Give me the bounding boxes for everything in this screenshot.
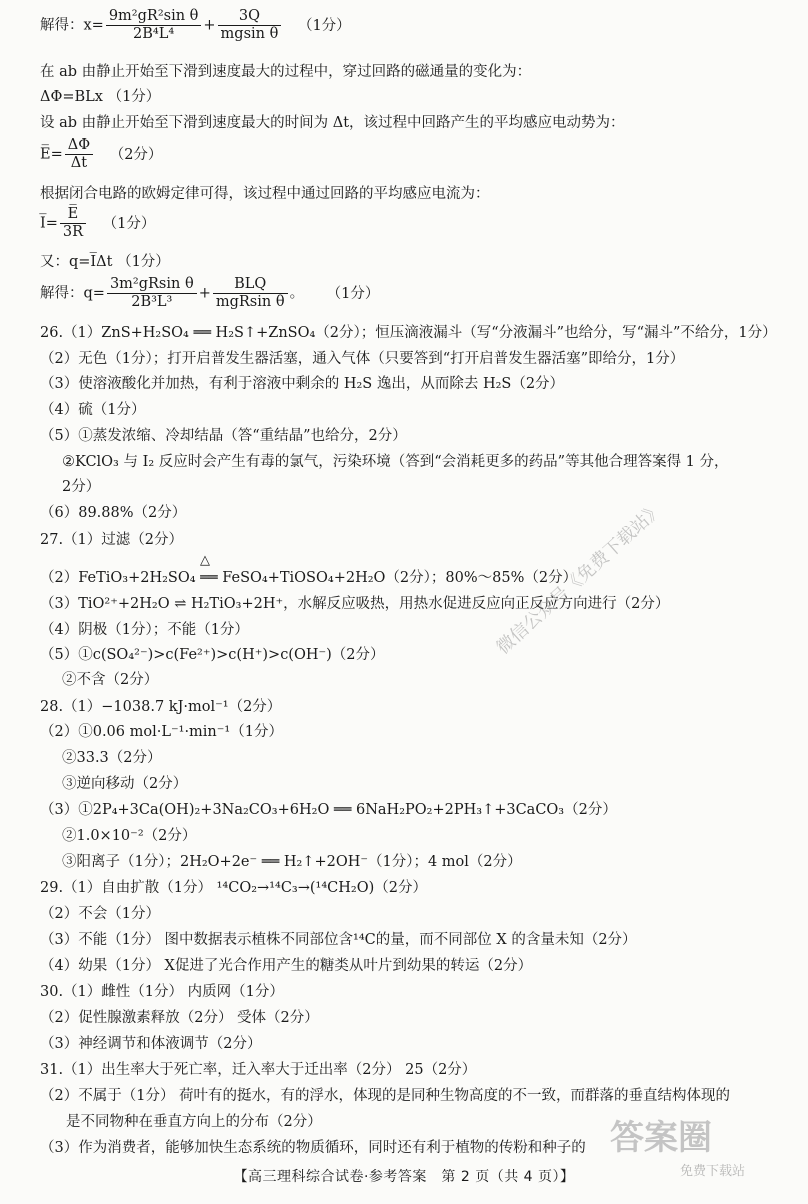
score-label: （1分） bbox=[102, 215, 156, 232]
current-lhs: I̅= bbox=[40, 215, 58, 232]
q30-line-2: （2）促性腺激素释放（2分） 受体（2分） bbox=[40, 1010, 319, 1026]
q28-line-6: ②1.0×10⁻²（2分） bbox=[62, 828, 197, 844]
q28-line-1: 28.（1）−1038.7 kJ·mol⁻¹（2分） bbox=[40, 699, 282, 715]
fraction-3-num: 3m²gRsin θ bbox=[107, 276, 197, 294]
q28-line-3: ②33.3（2分） bbox=[62, 750, 162, 766]
q30-line-3: （3）神经调节和体液调节（2分） bbox=[40, 1036, 262, 1052]
solve-q-line bbox=[40, 276, 379, 311]
q28-line-5: （3）①2P₄+3Ca(OH)₂+3Na₂CO₃+6H₂O ══ 6NaH₂PO₂+2PH₃↑+3CaCO₃（2分） bbox=[40, 802, 617, 818]
fraction-1-num: 9m²gR²sin θ bbox=[106, 8, 202, 26]
fraction-1-den: 2B⁴L⁴ bbox=[133, 26, 175, 42]
solve-x-prefix: 解得：x= bbox=[40, 17, 104, 34]
fraction-current bbox=[60, 206, 86, 241]
plus-sign: + bbox=[203, 17, 216, 34]
q28-line-2: （2）①0.06 mol·L⁻¹·min⁻¹（1分） bbox=[40, 724, 283, 740]
q31-line-4: （3）作为消费者，能够加快生态系统的物质循环，同时还有利于植物的传粉和种子的 bbox=[40, 1140, 586, 1156]
text-line: 又：q=I̅Δt （1分） bbox=[40, 254, 170, 270]
q31-line-2: （2）不属于（1分） 荷叶有的挺水，有的浮水，体现的是同种生物高度的不一致，而群落的垂直结构体现的 bbox=[40, 1088, 731, 1104]
q26-line-5: （5）①蒸发浓缩、冷却结晶（答“重结晶”也给分，2分） bbox=[40, 428, 407, 444]
q31-line-3: 是不同物种在垂直方向上的分布（2分） bbox=[66, 1114, 322, 1130]
q26-line-2: （2）无色（1分）；打开启普发生器活塞，通入气体（只要答到“打开启普发生器活塞”即给分，1分） bbox=[40, 351, 685, 367]
q29-line-4: （4）幼果（1分） X促进了光合作用产生的糖类从叶片到幼果的转运（2分） bbox=[40, 958, 533, 974]
watermark-logo: 答案圈 bbox=[610, 1118, 712, 1158]
fraction-emf-den: Δt bbox=[70, 155, 88, 171]
q28-line-7: ③阳离子（1分）；2H₂O+2e⁻ ══ H₂↑+2OH⁻（1分）；4 mol（2分） bbox=[62, 854, 522, 870]
fraction-3-den: 2B³L³ bbox=[131, 294, 173, 310]
q27-line-5: （5）①c(SO₄²⁻)>c(Fe²⁺)>c(H⁺)>c(OH⁻)（2分） bbox=[40, 647, 385, 663]
score-label: （1分） bbox=[297, 17, 351, 34]
text-line: 根据闭合电路的欧姆定律可得，该过程中通过回路的平均感应电流为： bbox=[40, 186, 490, 202]
heat-symbol: △ bbox=[200, 553, 210, 568]
q26-line-7: 2分） bbox=[62, 479, 101, 495]
q28-line-4: ③逆向移动（2分） bbox=[62, 776, 188, 792]
q26-line-8: （6）89.88%（2分） bbox=[40, 505, 187, 521]
q30-line-1: 30.（1）雌性（1分） 内质网（1分） bbox=[40, 984, 284, 1000]
text-line: 在 ab 由静止开始至下滑到速度最大的过程中，穿过回路的磁通量的变化为： bbox=[40, 64, 532, 80]
score-label: （1分） bbox=[326, 285, 380, 302]
fraction-1 bbox=[106, 8, 202, 43]
q26-line-4: （4）硫（1分） bbox=[40, 402, 146, 418]
period: 。 bbox=[289, 285, 305, 302]
fraction-current-num: E̅ bbox=[60, 206, 86, 224]
fraction-4-den: mgRsin θ bbox=[215, 294, 285, 310]
fraction-emf-num: ΔΦ bbox=[65, 137, 93, 155]
watermark-diagonal: 微信公众号《免费下载站》 bbox=[492, 498, 668, 659]
page-footer: 【高三理科综合试卷·参考答案 第 2 页（共 4 页）】 bbox=[233, 1169, 575, 1185]
emf-lhs: E̅= bbox=[40, 146, 63, 163]
text-line: 设 ab 由静止开始至下滑到速度最大的时间为 Δt，该过程中回路产生的平均感应电动势为： bbox=[40, 115, 625, 131]
q27-line-2: （2）FeTiO₃+2H₂SO₄ ══ FeSO₄+TiOSO₄+2H₂O（2分）；80%～85%（2分） bbox=[40, 570, 578, 586]
q26-line-3: （3）使溶液酸化并加热，有利于溶液中剩余的 H₂S 逸出，从而除去 H₂S（2分） bbox=[40, 376, 565, 392]
q27-line-1: 27.（1）过滤（2分） bbox=[40, 532, 184, 548]
solve-q-prefix: 解得：q= bbox=[40, 285, 105, 302]
q27-line-4: （4）阴极（1分）；不能（1分） bbox=[40, 622, 249, 638]
fraction-4 bbox=[213, 276, 288, 311]
q27-line-6: ②不含（2分） bbox=[62, 672, 159, 688]
score-label: （2分） bbox=[109, 146, 163, 163]
emf-line bbox=[40, 137, 162, 172]
fraction-2 bbox=[218, 8, 282, 43]
q29-line-2: （2）不会（1分） bbox=[40, 906, 160, 922]
plus-sign: + bbox=[198, 285, 211, 302]
fraction-current-den: 3R bbox=[62, 224, 84, 240]
fraction-2-den: mgsin θ bbox=[220, 26, 279, 42]
fraction-3 bbox=[107, 276, 197, 311]
q26-line-6: ②KClO₃ 与 I₂ 反应时会产生有毒的氯气，污染环境（答到“会消耗更多的药品”等其他合理答案得 1 分， bbox=[62, 454, 729, 470]
q26-line-1: 26.（1）ZnS+H₂SO₄ ══ H₂S↑+ZnSO₄（2分）；恒压滴液漏斗（写“分液漏斗”也给分，写“漏斗”不给分，1分） bbox=[40, 325, 777, 341]
text-line: ΔΦ=BLx （1分） bbox=[40, 89, 161, 105]
q27-line-3: （3）TiO²⁺+2H₂O ⇌ H₂TiO₃+2H⁺，水解反应吸热，用热水促进反应向正反应方向进行（2分） bbox=[40, 596, 670, 612]
q29-line-1: 29.（1）自由扩散（1分） ¹⁴CO₂→¹⁴C₃→(¹⁴CH₂O)（2分） bbox=[40, 880, 427, 896]
q29-line-3: （3）不能（1分） 图中数据表示植株不同部位含¹⁴C的量，而不同部位 X 的含量未知（2分） bbox=[40, 932, 637, 948]
fraction-2-num: 3Q bbox=[218, 8, 282, 26]
fraction-emf bbox=[65, 137, 93, 172]
current-line bbox=[40, 206, 155, 241]
fraction-4-num: BLQ bbox=[213, 276, 288, 294]
watermark-small: 免费下载站 bbox=[680, 1164, 746, 1179]
solve-x-line bbox=[40, 8, 351, 43]
q31-line-1: 31.（1）出生率大于死亡率，迁入率大于迁出率（2分） 25（2分） bbox=[40, 1062, 477, 1078]
